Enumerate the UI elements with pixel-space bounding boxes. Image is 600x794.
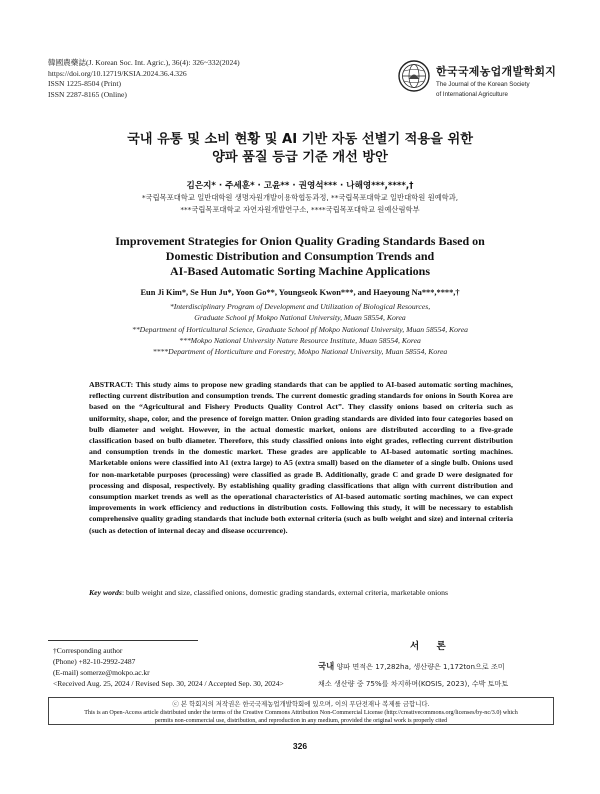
society-name (436, 63, 556, 98)
correspondence-block (53, 645, 284, 689)
doi-link[interactable]: https://doi.org/10.12719/KSIA.2024.36.4.326 (48, 68, 187, 78)
introduction-line-1 (318, 658, 554, 676)
globe-emblem-icon (398, 60, 430, 92)
affiliation-en-line-4: ***Mokpo National University Nature Resource Institute, Muan 58554, Korea (179, 335, 421, 345)
license-line-1: This is an Open-Access article distributed under the terms of the Creative Commons Attribution Non-Commercial License (http://creativecommons.org/licenses/by-nc/3.0) which (84, 709, 518, 716)
abstract-text: This study aims to propose new grading standards that can be applied to AI-based automatic sorting machines, reflecting current distribution and consumption trends. The current domestic grading standards for onions in South Korea are based on the “Agricultural and Fishery Products Quality Control Act”. They classify onions based on criteria such as uniformity, shape, color, and the presence of foreign matter. Onion grading standards are divided into four categories based on bulb diameter and weight. However, in the actual domestic market, onions are distributed according to a five-grade classification based on bulb diameter. Therefore, this study classified onions into eight grades, reflecting current distribution and consumption trends in the domestic market. These grades are applicable to AI-based automatic sorting machines. Marketable onions were classified into A1 (extra large) to A5 (extra small) based on the diameter of a single bulb. Onions used for non-marketable purposes (processing) were classified as grade B. Additionally, grade C and grade D were designated for processing and disposal, respectively. By establishing quality grading classifications that align with current distribution and consumption market trends as well as the operational characteristics of AI-based automatic sorting machines, we can expect improvements in work efficiency and reductions in distribution costs. Following this study, it will be necessary to establish comprehensive quality grading standards that include both external criteria (such as bulb weight and size) and internal criteria (such as detection of internal decay and disease occurrence). (89, 380, 513, 535)
introduction-line-1-rest: 양파 면적은 17,282ha, 생산량은 1,172ton으로 조미 (334, 662, 505, 671)
society-name-en-1: The Journal of the Korean Society (436, 81, 530, 88)
corresponding-phone: (Phone) +82-10-2992-2487 (53, 657, 136, 666)
affiliation-en-line-5: ****Department of Horticulture and Forestry, Mokpo National University, Muan 58554, Korea (152, 347, 448, 357)
society-name-ko: 한국국제농업개발학회지 (436, 66, 557, 78)
journal-citation: 韓國農藥誌(J. Korean Soc. Int. Agric.), 36(4): 326~332(2024) (48, 58, 240, 67)
license-line-2: permits non-commercial use, distribution, and reproduction in any medium, provided the original work is properly cited (154, 718, 448, 725)
footnote-divider (48, 640, 198, 641)
title-english-line-1: Improvement Strategies for Onion Quality Grading Standards Based on (115, 234, 485, 248)
abstract (89, 379, 513, 536)
license-box (48, 697, 554, 725)
affiliation-en-line-2: Graduate School pf Mokpo National University, Muan 58554, Korea (194, 313, 406, 323)
title-english-line-2: Domestic Distribution and Consumption Trends and (165, 249, 435, 264)
title-english-line-3: AI-Based Automatic Sorting Machine Applications (169, 264, 430, 279)
corresponding-author-label: †Corresponding author (53, 646, 123, 655)
authors-english: Eun Ji Kim*, Se Hun Ju*, Yoon Go**, Youngseok Kwon***, and Haeyoung Na***,****,† (140, 288, 460, 297)
copyright-notice-ko: ⓒ 본 학회지의 저작권은 한국국제농업개발학회에 있으며, 이의 무단전재나 복제를 금합니다. (172, 700, 430, 708)
introduction-line-2: 채소 생산량 중 75%를 차지하며(KOSIS, 2023), 수박 토마토 (318, 678, 509, 688)
affiliations-korean (40, 192, 560, 215)
introduction-text (318, 658, 554, 692)
page-number: 326 (292, 741, 308, 751)
issn-online: ISSN 2287-8165 (Online) (48, 89, 127, 99)
issn-print: ISSN 1225-8504 (Print) (48, 79, 121, 89)
affiliation-en-line-3: **Department of Horticultural Science, Graduate School pf Mokpo National University, Muan 58554, Korea (131, 324, 468, 334)
title-korean (40, 131, 560, 167)
abstract-label: ABSTRACT: (89, 380, 134, 389)
journal-header (48, 58, 240, 100)
title-korean-line-2: 양파 품질 등급 기준 개선 방안 (212, 150, 388, 165)
manuscript-dates: <Received Aug. 25, 2024 / Revised Sep. 30, 2024 / Accepted Sep. 30, 2024> (53, 679, 284, 688)
affiliations-english (40, 301, 560, 357)
title-korean-line-1: 국내 유통 및 소비 현황 및 AI 기반 자동 선별기 적용을 위한 (127, 132, 473, 147)
society-name-en-2: of International Agriculture (436, 90, 508, 98)
introduction-lead-word: 국내 (318, 661, 335, 671)
keywords-label: Key words (89, 588, 122, 597)
corresponding-email[interactable]: (E-mail) somerze@mokpo.ac.kr (53, 668, 150, 677)
authors-korean: 김은지* · 주세훈* · 고윤** · 권영석*** · 나해영***,****,† (186, 181, 414, 191)
introduction-heading: 서 론 (410, 641, 453, 652)
title-english (40, 234, 560, 280)
keywords-text: : bulb weight and size, classified onions, domestic grading standards, external criteria, marketable onions (121, 588, 448, 597)
affiliation-en-line-1: *Interdisciplinary Program of Development and Utilization of Biological Resources, (169, 302, 431, 311)
affiliation-ko-line-2: ***국립목포대학교 자연자원개발연구소, ****국립목포대학교 원예산림학부 (180, 204, 420, 214)
keywords (89, 587, 513, 598)
affiliation-ko-line-1: *국립목포대학교 일반대학원 생명자원개발이용학협동과정, **국립목포대학교 일반대학원 원예학과, (141, 193, 459, 202)
